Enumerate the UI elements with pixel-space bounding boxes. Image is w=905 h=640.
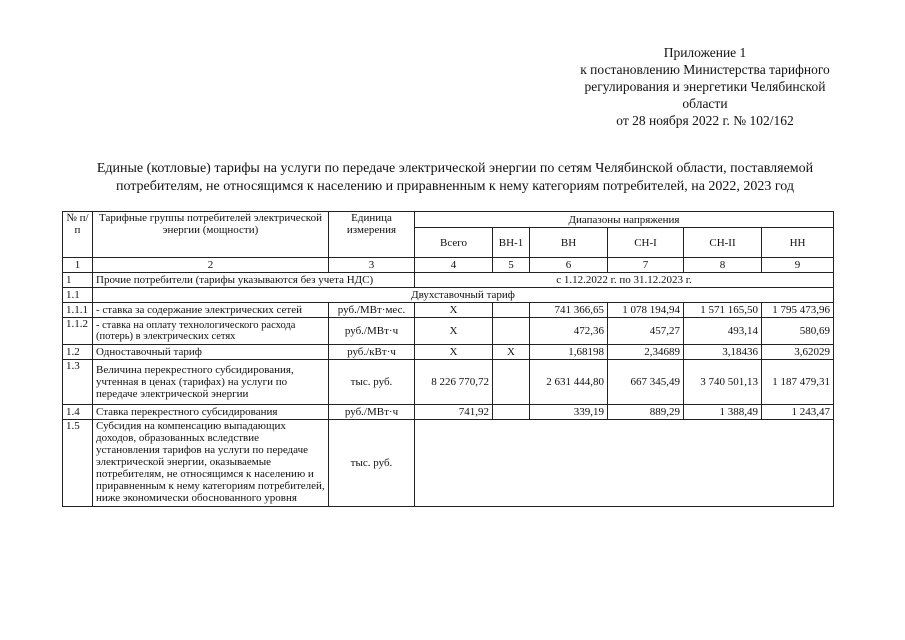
empty-merged-cell [415,420,834,507]
cell-total: Х [415,345,493,360]
cell-nn: 1 187 479,31 [762,360,834,405]
appendix-line: Приложение 1 [663,45,747,60]
row-name: - ставка на оплату технологического расхода (потерь) в электрических сетях [93,318,329,345]
row-num: 1.2 [63,345,93,360]
appendix-line: регулирования и энергетики Челябинской [584,79,826,94]
cell-sn2: 493,14 [684,318,762,345]
cell-vn: 741 366,65 [530,303,608,318]
col-number: 1 [63,258,93,273]
title-line: потребителям, не относящимся к населению и приравненным к нему категориям потребителей, на 2022, 2023 год [115,179,795,194]
row-unit: руб./МВт·ч [329,405,415,420]
row-num: 1.4 [63,405,93,420]
header-col-vn: ВН [530,228,608,258]
col-number: 7 [608,258,684,273]
col-number: 9 [762,258,834,273]
appendix-line: области [682,96,728,111]
appendix-line: от 28 ноября 2022 г. № 102/162 [616,113,794,128]
cell-sn1: 457,27 [608,318,684,345]
row-name: Ставка перекрестного субсидирования [93,405,329,420]
row-num: 1.3 [63,360,93,405]
row-num: 1.1 [63,288,93,303]
cell-vn: 1,68198 [530,345,608,360]
header-col-nn: НН [762,228,834,258]
row-unit: тыс. руб. [329,420,415,507]
cell-nn: 580,69 [762,318,834,345]
cell-sn2: 3,18436 [684,345,762,360]
col-number: 3 [329,258,415,273]
header-col-total: Всего [415,228,493,258]
row-name: Прочие потребители (тарифы указываются без учета НДС) [93,273,415,288]
cell-vn: 472,36 [530,318,608,345]
row-unit: руб./МВт·мес. [329,303,415,318]
cell-total: 8 226 770,72 [415,360,493,405]
cell-vn: 2 631 444,80 [530,360,608,405]
row-num: 1 [63,273,93,288]
col-number: 4 [415,258,493,273]
cell-nn: 1 795 473,96 [762,303,834,318]
table-row [63,360,834,405]
row-tariff-type: Двухставочный тариф [93,288,834,303]
table-row [63,405,834,420]
column-number-row [63,258,834,273]
cell-sn2: 1 388,49 [684,405,762,420]
cell-sn1: 2,34689 [608,345,684,360]
appendix-line: к постановлению Министерства тарифного [580,62,830,77]
title-line: Единые (котловые) тарифы на услуги по передаче электрической энергии по сетям Челябинской области, поставляемой [96,161,814,176]
cell-nn: 1 243,47 [762,405,834,420]
row-unit: тыс. руб. [329,360,415,405]
cell-vn1 [493,360,530,405]
table-row [63,420,834,507]
header-unit: Единица измерения [329,212,415,258]
cell-nn: 3,62029 [762,345,834,360]
row-name: Величина перекрестного субсидирования, учтенная в ценах (тарифах) на услуги по передаче электрической энергии [93,360,329,405]
cell-total: 741,92 [415,405,493,420]
row-unit: руб./кВт·ч [329,345,415,360]
cell-total: Х [415,303,493,318]
row-period: с 1.12.2022 г. по 31.12.2023 г. [415,273,834,288]
cell-vn1 [493,318,530,345]
cell-sn1: 889,29 [608,405,684,420]
header-col-sn1: СН-I [608,228,684,258]
row-num: 1.1.2 [63,318,93,345]
cell-sn1: 1 078 194,94 [608,303,684,318]
table-row [63,318,834,345]
document-title [50,160,860,196]
table-row [63,273,834,288]
cell-sn2: 1 571 165,50 [684,303,762,318]
appendix-note [540,44,870,129]
row-num: 1.5 [63,420,93,507]
header-group: Тарифные группы потребителей электрической энергии (мощности) [93,212,329,258]
table-row [63,345,834,360]
header-col-vn1: ВН-1 [493,228,530,258]
col-number: 2 [93,258,329,273]
table-row [63,303,834,318]
row-name: - ставка за содержание электрических сетей [93,303,329,318]
cell-vn1 [493,303,530,318]
row-num: 1.1.1 [63,303,93,318]
tariff-table [62,211,834,507]
header-ranges: Диапазоны напряжения [415,212,834,228]
table-header-row [63,212,834,228]
header-col-sn2: СН-II [684,228,762,258]
cell-vn1: Х [493,345,530,360]
table-row [63,288,834,303]
cell-vn: 339,19 [530,405,608,420]
row-name: Одноставочный тариф [93,345,329,360]
col-number: 6 [530,258,608,273]
cell-sn2: 3 740 501,13 [684,360,762,405]
cell-sn1: 667 345,49 [608,360,684,405]
cell-total: Х [415,318,493,345]
col-number: 8 [684,258,762,273]
col-number: 5 [493,258,530,273]
cell-vn1 [493,405,530,420]
row-name: Субсидия на компенсацию выпадающих доходов, образованных вследствие установления тарифов на услуги по передаче электрической энергии, оказываемые потребителям, не относящимся к населению и приравненным к нему категориям потребителей, ниже экономически обоснованного уровня [93,420,329,507]
row-unit: руб./МВт·ч [329,318,415,345]
header-num: № п/п [63,212,93,258]
